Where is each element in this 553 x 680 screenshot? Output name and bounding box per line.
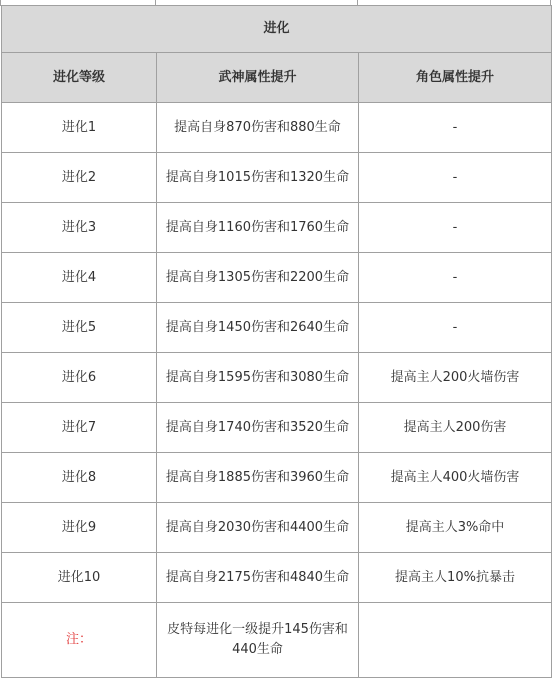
note-row xyxy=(2,603,552,678)
level-cell: 进化8 xyxy=(2,453,157,503)
role-attr-cell: 提高主人10%抗暴击 xyxy=(359,553,552,603)
table-row xyxy=(2,403,552,453)
level-cell: 进化5 xyxy=(2,303,157,353)
role-attr-cell: 提高主人200伤害 xyxy=(359,403,552,453)
level-cell: 进化1 xyxy=(2,103,157,153)
weapon-attr-cell: 提高自身1595伤害和3080生命 xyxy=(157,353,359,403)
table-row xyxy=(2,303,552,353)
weapon-attr-cell: 提高自身1450伤害和2640生命 xyxy=(157,303,359,353)
level-cell: 进化9 xyxy=(2,503,157,553)
role-attr-cell: - xyxy=(359,253,552,303)
weapon-attr-cell: 提高自身2175伤害和4840生命 xyxy=(157,553,359,603)
table-row xyxy=(2,553,552,603)
role-attr-cell: - xyxy=(359,153,552,203)
table-title-row xyxy=(2,6,552,53)
weapon-attr-cell: 提高自身870伤害和880生命 xyxy=(157,103,359,153)
table-row xyxy=(2,103,552,153)
table-row xyxy=(2,253,552,303)
weapon-attr-cell: 提高自身1015伤害和1320生命 xyxy=(157,153,359,203)
table-title: 进化 xyxy=(2,6,552,53)
role-attr-cell: - xyxy=(359,203,552,253)
column-header-role-attr: 角色属性提升 xyxy=(359,53,552,103)
evolution-table xyxy=(1,5,552,678)
weapon-attr-cell: 提高自身1740伤害和3520生命 xyxy=(157,403,359,453)
level-cell: 进化6 xyxy=(2,353,157,403)
column-header-weapon-attr: 武神属性提升 xyxy=(157,53,359,103)
level-cell: 进化7 xyxy=(2,403,157,453)
level-cell: 进化4 xyxy=(2,253,157,303)
weapon-attr-cell: 提高自身2030伤害和4400生命 xyxy=(157,503,359,553)
role-attr-cell: 提高主人400火墙伤害 xyxy=(359,453,552,503)
column-header-level: 进化等级 xyxy=(2,53,157,103)
level-cell: 进化3 xyxy=(2,203,157,253)
level-cell: 进化10 xyxy=(2,553,157,603)
weapon-attr-cell: 提高自身1305伤害和2200生命 xyxy=(157,253,359,303)
role-attr-cell: - xyxy=(359,103,552,153)
note-label: 注： xyxy=(2,603,157,678)
note-text: 皮特每进化一级提升145伤害和440生命 xyxy=(157,603,359,678)
table-row xyxy=(2,353,552,403)
level-cell: 进化2 xyxy=(2,153,157,203)
role-attr-cell: 提高主人200火墙伤害 xyxy=(359,353,552,403)
role-attr-cell: 提高主人3%命中 xyxy=(359,503,552,553)
table-header-row xyxy=(2,53,552,103)
table-row xyxy=(2,153,552,203)
role-attr-cell: - xyxy=(359,303,552,353)
table-row xyxy=(2,203,552,253)
table-row xyxy=(2,453,552,503)
weapon-attr-cell: 提高自身1885伤害和3960生命 xyxy=(157,453,359,503)
weapon-attr-cell: 提高自身1160伤害和1760生命 xyxy=(157,203,359,253)
table-row xyxy=(2,503,552,553)
note-role-cell xyxy=(359,603,552,678)
